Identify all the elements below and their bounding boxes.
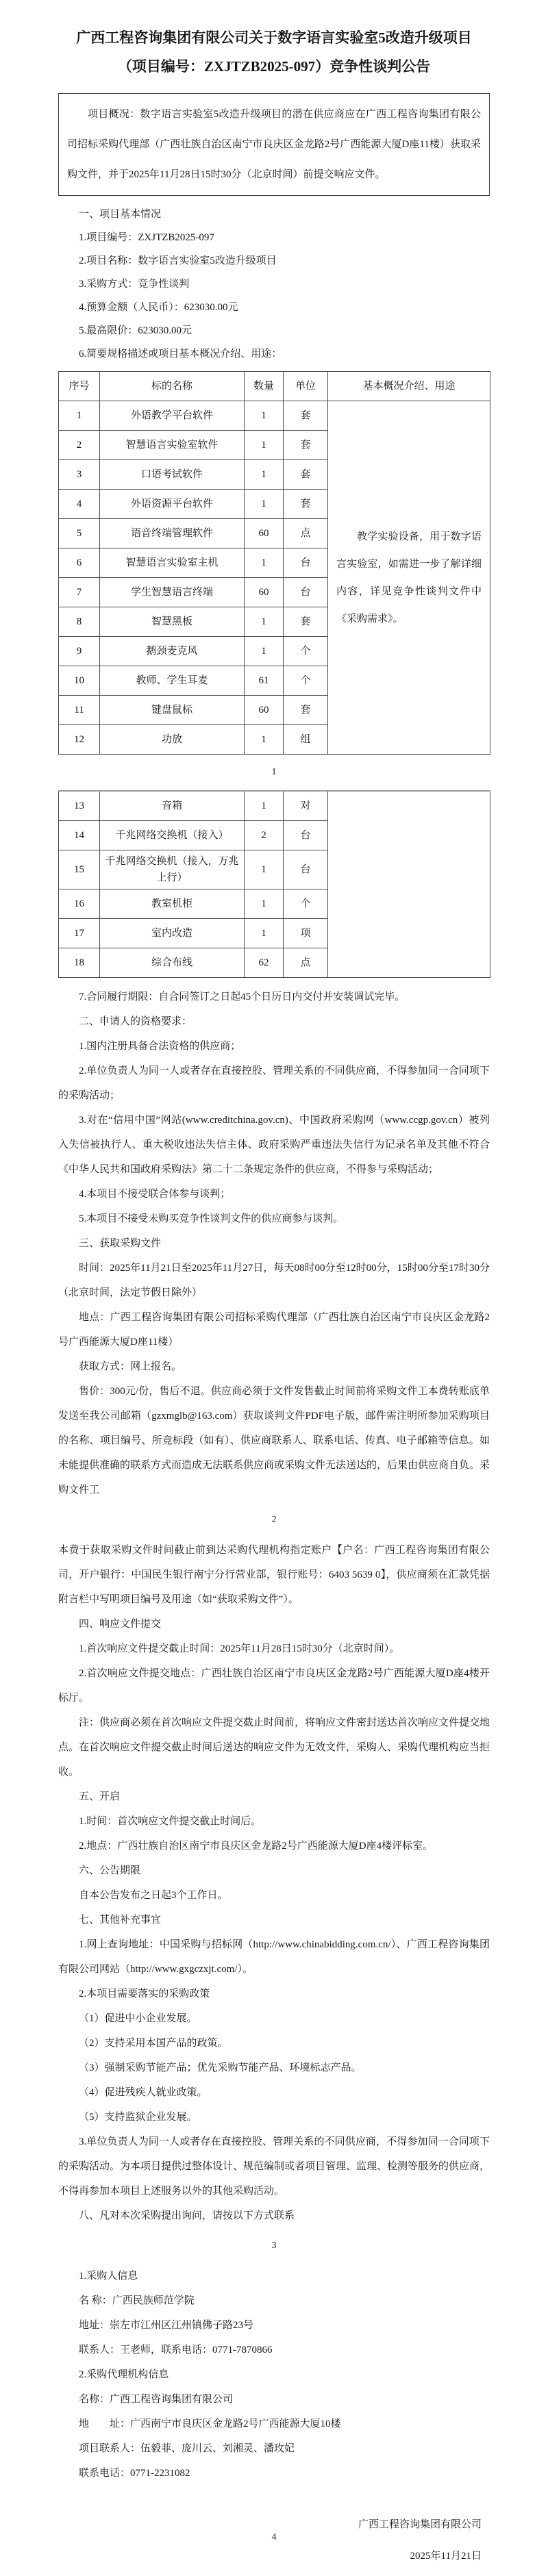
section-heading-4: 四、响应文件提交 bbox=[79, 1619, 162, 1630]
qualification-5: 5.本项目不接受未购买竞争性谈判文件的供应商参与谈判。 bbox=[79, 1213, 344, 1224]
goods-cell: 外语资源平台软件 bbox=[100, 490, 245, 519]
procurement-method: 3.采购方式：竞争性谈判 bbox=[79, 279, 190, 290]
goods-cell: 13 bbox=[59, 791, 100, 821]
goods-cell: 台 bbox=[284, 821, 328, 850]
doc-place: 地点：广西工程咨询集团有限公司招标采购代理部（广西壮族自治区南宁市良庆区金龙路2号广西能源大厦D座11楼） bbox=[58, 1312, 490, 1348]
goods-cell: 口语考试软件 bbox=[100, 460, 245, 490]
goods-cell: 千兆网络交换机（接入） bbox=[100, 821, 245, 850]
goods-cell: 套 bbox=[284, 431, 328, 460]
goods-cell: 台 bbox=[284, 548, 328, 578]
goods-cell: 11 bbox=[59, 696, 100, 725]
agency-name: 名称：广西工程咨询集团有限公司 bbox=[79, 2394, 234, 2405]
goods-cell: 千兆网络交换机（接入，万兆上行） bbox=[100, 850, 245, 889]
goods-cell: 15 bbox=[59, 850, 100, 889]
goods-cell: 7 bbox=[59, 578, 100, 607]
goods-cell: 外语教学平台软件 bbox=[100, 401, 245, 431]
qualification-2: 2.单位负责人为同一人或者存在直接控股、管理关系的不同供应商，不得参加同一合同项下的采购活动； bbox=[58, 1065, 490, 1101]
submit-note: 注：供应商必须在首次响应文件提交截止时间前，将响应文件密封送达首次响应文件提交地点。在首次响应文件提交截止时间后送达的响应文件为无效文件，采购人、采购代理机构应当拒收。 bbox=[58, 1717, 490, 1778]
page-number-3: 3 bbox=[271, 2240, 277, 2251]
goods-cell: 18 bbox=[59, 948, 100, 978]
goods-cell: 室内改造 bbox=[100, 919, 245, 948]
page-title-line-1: 广西工程咨询集团有限公司关于数字语言实验室5改造升级项目 bbox=[76, 29, 472, 46]
section-heading-8: 八、凡对本次采购提出询问，请按以下方式联系 bbox=[79, 2210, 295, 2221]
goods-cell: 1 bbox=[245, 490, 284, 519]
agency-phone: 联系电话：0771-2231082 bbox=[79, 2468, 190, 2479]
goods-cell: 鹅颈麦克风 bbox=[100, 637, 245, 666]
goods-cell: 个 bbox=[284, 637, 328, 666]
goods-cell: 点 bbox=[284, 519, 328, 548]
goods-cell: 4 bbox=[59, 490, 100, 519]
section-heading-5: 五、开启 bbox=[79, 1791, 121, 1802]
goods-cell: 62 bbox=[245, 948, 284, 978]
goods-cell: 5 bbox=[59, 519, 100, 548]
goods-cell: 智慧黑板 bbox=[100, 607, 245, 637]
goods-header-cell: 基本概况介绍、用途 bbox=[328, 372, 490, 401]
goods-cell: 1 bbox=[245, 850, 284, 889]
goods-cell: 1 bbox=[245, 431, 284, 460]
goods-cell: 智慧语言实验室软件 bbox=[100, 431, 245, 460]
purchaser-heading: 1.采购人信息 bbox=[79, 2271, 138, 2282]
query-urls: 1.网上查询地址：中国采购与招标网（http://www.chinabidding.com.cn/）、广西工程咨询集团有限公司网站（http://www.gxgczxjt.com/）。 bbox=[58, 1939, 490, 1975]
policy-2: （2）支持采用本国产品的政策。 bbox=[79, 2038, 228, 2049]
goods-cell: 台 bbox=[284, 578, 328, 607]
goods-cell: 功放 bbox=[100, 725, 245, 755]
goods-cell: 8 bbox=[59, 607, 100, 637]
page-number-1: 1 bbox=[271, 767, 277, 777]
notice-period: 自本公告发布之日起3个工作日。 bbox=[79, 1890, 228, 1901]
qualification-3: 3.对在“信用中国”网站(www.creditchina.gov.cn)、中国政府采购网（www.ccgp.gov.cn）被列入失信被执行人、重大税收违法失信主体、政府采购严重违法失信行为记录名单及其他不符合《中华人民共和国政府采购法》第二十二条规定条件的供应商，不得参与采购活动； bbox=[58, 1115, 490, 1175]
section-heading-7: 七、其他补充事宜 bbox=[79, 1915, 162, 1925]
intro-section bbox=[58, 203, 490, 366]
goods-cell: 1 bbox=[245, 607, 284, 637]
goods-header-cell: 序号 bbox=[59, 372, 100, 401]
goods-header-cell: 单位 bbox=[284, 372, 328, 401]
contact-section bbox=[58, 2264, 490, 2486]
goods-cell: 61 bbox=[245, 666, 284, 696]
submit-place: 2.首次响应文件提交地点：广西壮族自治区南宁市良庆区金龙路2号广西能源大厦D座4楼开标厅。 bbox=[58, 1668, 490, 1704]
agency-heading: 2.采购代理机构信息 bbox=[79, 2369, 169, 2380]
goods-cell: 1 bbox=[245, 401, 284, 431]
goods-cell: 9 bbox=[59, 637, 100, 666]
goods-description-cell bbox=[328, 791, 490, 978]
doc-price: 售价：300元/份，售后不退。供应商必须于文件发售截止时间前将采购文件工本费转账底单发送至我公司邮箱（gzxmglb@163.com）获取谈判文件PDF电子版，邮件需注明所参加采购项目的名称、项目编号、所竞标段（如有）、供应商联系人、联系电话、传真、电子邮箱等信息。如未能提供准确的联系方式而造成无法联系供应商或采购文件无法送达的，后果由供应商自负。采购文件工 bbox=[58, 1386, 490, 1495]
goods-cell: 1 bbox=[245, 725, 284, 755]
goods-cell: 3 bbox=[59, 460, 100, 490]
goods-cell: 套 bbox=[284, 607, 328, 637]
page-title-line-2: （项目编号：ZXJTZB2025-097）竞争性谈判公告 bbox=[117, 58, 431, 75]
spec-intro: 6.简要规格描述或项目基本概况介绍、用途： bbox=[79, 349, 282, 359]
goods-cell: 键盘鼠标 bbox=[100, 696, 245, 725]
goods-cell: 60 bbox=[245, 519, 284, 548]
page-number-2: 2 bbox=[271, 1515, 277, 1525]
goods-cell: 音箱 bbox=[100, 791, 245, 821]
section-heading-3: 三、获取采购文件 bbox=[79, 1238, 162, 1249]
goods-table-header-row bbox=[59, 372, 490, 401]
goods-cell: 60 bbox=[245, 578, 284, 607]
purchaser-address: 地址：崇左市江州区江州镇佛子路23号 bbox=[79, 2320, 254, 2331]
doc-price-continued: 本费于获取采购文件时间截止前到达采购代理机构指定账户【户名：广西工程咨询集团有限公司，开户银行：中国民生银行南宁分行营业部，银行账号：6403 5639 0】，供应商须在汇款凭据附言栏中写明项目编号及用途（如“获取采购文件”）。 bbox=[58, 1545, 490, 1605]
page-number-4: 4 bbox=[271, 2532, 277, 2542]
goods-table-part1 bbox=[58, 371, 490, 755]
budget-amount: 4.预算金额（人民币）：623030.00元 bbox=[79, 302, 238, 313]
policy-1: （1）促进中小企业发展。 bbox=[79, 2013, 197, 2024]
project-overview-box: 项目概况：数字语言实验室5改造升级项目的潜在供应商应在广西工程咨询集团有限公司招标采购代理部（广西壮族自治区南宁市良庆区金龙路2号广西能源大厦D座11楼）获取采购文件，并于2025年11月28日15时30分（北京时间）前提交响应文件。 bbox=[58, 93, 490, 196]
doc-time: 时间：2025年11月21日至2025年11月27日，每天08时00分至12时00分，15时00分至17时30分（北京时间，法定节假日除外） bbox=[58, 1263, 490, 1298]
doc-method: 获取方式：网上报名。 bbox=[79, 1361, 182, 1372]
signature-org: 广西工程咨询集团有限公司 bbox=[358, 2519, 482, 2530]
project-number: 1.项目编号：ZXJTZB2025-097 bbox=[79, 232, 214, 243]
goods-row-1 bbox=[59, 401, 490, 431]
goods-cell: 综合布线 bbox=[100, 948, 245, 978]
submit-deadline: 1.首次响应文件提交截止时间：2025年11月28日15时30分（北京时间）。 bbox=[79, 1643, 400, 1654]
policy-3: （3）强制采购节能产品；优先采购节能产品、环境标志产品。 bbox=[79, 2062, 362, 2073]
open-place: 2.地点：广西壮族自治区南宁市良庆区金龙路2号广西能源大厦D座4楼评标室。 bbox=[79, 1841, 434, 1852]
agency-address: 地 址：广西南宁市良庆区金龙路2号广西能源大厦10楼 bbox=[79, 2419, 341, 2429]
goods-cell: 2 bbox=[59, 431, 100, 460]
goods-cell: 1 bbox=[59, 401, 100, 431]
goods-cell: 套 bbox=[284, 696, 328, 725]
goods-cell: 12 bbox=[59, 725, 100, 755]
section-heading-1: 一、项目基本情况 bbox=[79, 209, 162, 220]
policy-5: （5）支持监狱企业发展。 bbox=[79, 2112, 197, 2123]
purchaser-contact: 联系人：王老师，联系电话：0771-7870866 bbox=[79, 2345, 273, 2356]
policy-heading: 2.本项目需要落实的采购政策 bbox=[79, 1988, 210, 1999]
goods-cell: 1 bbox=[245, 637, 284, 666]
policy-4: （4）促进残疾人就业政策。 bbox=[79, 2087, 208, 2098]
body-section-page1-2 bbox=[58, 985, 490, 1502]
body-section-page2-3 bbox=[58, 1538, 490, 2228]
goods-cell: 1 bbox=[245, 460, 284, 490]
max-price: 5.最高限价：623030.00元 bbox=[79, 325, 192, 336]
project-name: 2.项目名称：数字语言实验室5改造升级项目 bbox=[79, 255, 277, 266]
goods-cell: 教室机柜 bbox=[100, 889, 245, 919]
goods-cell: 组 bbox=[284, 725, 328, 755]
goods-cell: 60 bbox=[245, 696, 284, 725]
goods-row-13 bbox=[59, 791, 490, 821]
goods-cell: 学生智慧语言终端 bbox=[100, 578, 245, 607]
qualification-4: 4.本项目不接受联合体参与谈判； bbox=[79, 1189, 231, 1200]
section-heading-6: 六、公告期限 bbox=[79, 1865, 141, 1876]
goods-cell: 2 bbox=[245, 821, 284, 850]
restriction-note: 3.单位负责人为同一人或者存在直接控股、管理关系的不同供应商，不得参加同一合同项下的采购活动。为本项目提供过整体设计、规范编制或者项目管理、监理、检测等服务的供应商，不得再参加本项目上述服务以外的其他采购活动。 bbox=[58, 2136, 490, 2197]
goods-cell: 个 bbox=[284, 889, 328, 919]
goods-cell: 1 bbox=[245, 548, 284, 578]
goods-cell: 10 bbox=[59, 666, 100, 696]
goods-cell: 1 bbox=[245, 791, 284, 821]
goods-cell: 套 bbox=[284, 401, 328, 431]
goods-cell: 智慧语言实验室主机 bbox=[100, 548, 245, 578]
open-time: 1.时间：首次响应文件提交截止时间后。 bbox=[79, 1816, 262, 1827]
goods-cell: 台 bbox=[284, 850, 328, 889]
goods-cell: 6 bbox=[59, 548, 100, 578]
signature-date: 2025年11月21日 bbox=[410, 2551, 482, 2562]
goods-cell: 对 bbox=[284, 791, 328, 821]
goods-cell: 套 bbox=[284, 490, 328, 519]
goods-cell: 个 bbox=[284, 666, 328, 696]
purchaser-name: 名 称：广西民族师范学院 bbox=[79, 2295, 195, 2306]
goods-cell: 16 bbox=[59, 889, 100, 919]
agency-contact-persons: 项目联系人：伍毅菲、庞川云、刘湘灵、潘玫妃 bbox=[79, 2443, 295, 2454]
goods-header-cell: 标的名称 bbox=[100, 372, 245, 401]
qualification-1: 1.国内注册具备合法资格的供应商； bbox=[79, 1041, 241, 1052]
goods-cell: 17 bbox=[59, 919, 100, 948]
goods-cell: 1 bbox=[245, 919, 284, 948]
goods-description-cell: 教学实验设备，用于数字语言实验室，如需进一步了解详细内容，详见竞争性谈判文件中《采购需求》。 bbox=[328, 401, 490, 755]
goods-cell: 语音终端管理软件 bbox=[100, 519, 245, 548]
goods-cell: 套 bbox=[284, 460, 328, 490]
goods-cell: 1 bbox=[245, 889, 284, 919]
goods-cell: 点 bbox=[284, 948, 328, 978]
goods-cell: 14 bbox=[59, 821, 100, 850]
goods-table-part2 bbox=[58, 790, 490, 978]
goods-header-cell: 数量 bbox=[245, 372, 284, 401]
goods-cell: 教师、学生耳麦 bbox=[100, 666, 245, 696]
section-heading-2: 二、申请人的资格要求： bbox=[79, 1016, 192, 1027]
goods-cell: 项 bbox=[284, 919, 328, 948]
contract-term: 7.合同履行期限：自合同签订之日起45个日历日内交付并安装调试完毕。 bbox=[79, 992, 406, 1002]
